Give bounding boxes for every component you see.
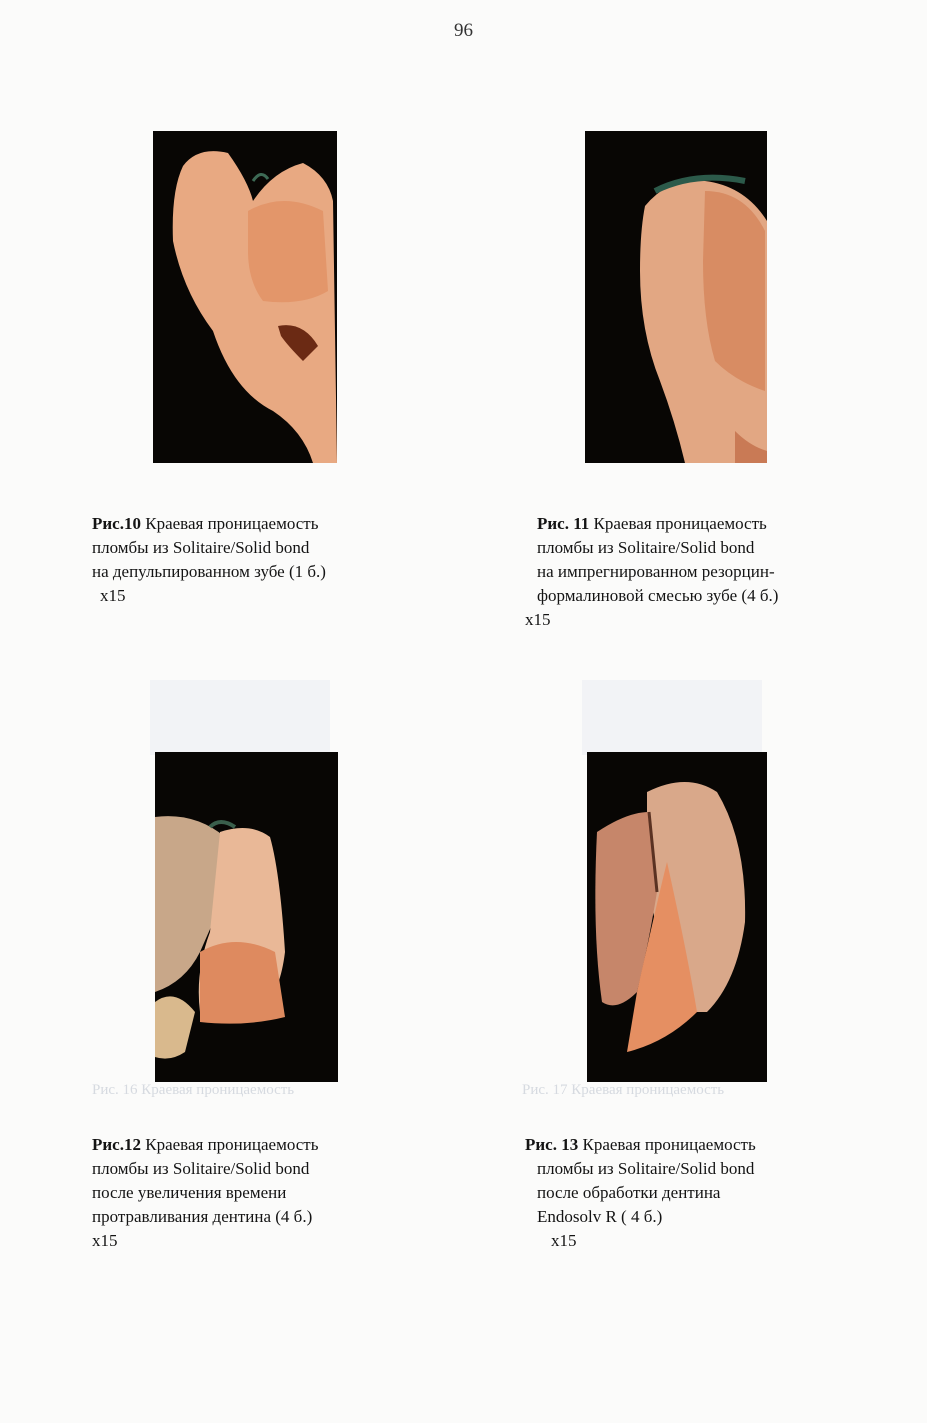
caption-line: пломбы из Solitaire/Solid bond	[92, 1159, 310, 1178]
magnification: x15	[525, 610, 551, 629]
figure-11-photo	[585, 131, 767, 463]
show-through-text-right: Рис. 17 Краевая проницаемость	[522, 1082, 725, 1098]
figure-13-caption	[525, 1133, 756, 1253]
figure-12-photo	[155, 752, 338, 1082]
tooth-section-photo-icon	[153, 131, 337, 463]
caption-line: Endosolv R ( 4 б.)	[537, 1207, 663, 1226]
figure-title: Краевая проницаемость	[593, 514, 767, 533]
caption-line: на импрегнированном резорцин-	[537, 562, 775, 581]
figure-label: Рис.10	[92, 514, 141, 533]
figure-title: Краевая проницаемость	[145, 1135, 319, 1154]
figure-11-caption	[525, 512, 778, 632]
figure-10-caption	[92, 512, 326, 608]
show-through-right	[582, 680, 762, 755]
show-through-left	[150, 680, 330, 755]
figure-10-photo	[153, 131, 337, 463]
figure-13-photo	[587, 752, 767, 1082]
caption-line: пломбы из Solitaire/Solid bond	[537, 1159, 755, 1178]
figure-title: Краевая проницаемость	[145, 514, 319, 533]
caption-line: после обработки дентина	[537, 1183, 721, 1202]
show-through-text-left: Рис. 16 Краевая проницаемость	[92, 1082, 295, 1098]
figure-label: Рис.12	[92, 1135, 141, 1154]
caption-line: формалиновой смесью зубе (4 б.)	[537, 586, 779, 605]
figure-label: Рис. 11	[537, 514, 590, 533]
figure-12-caption	[92, 1133, 318, 1253]
magnification: x15	[100, 586, 126, 605]
caption-line: после увеличения времени	[92, 1183, 287, 1202]
caption-line: пломбы из Solitaire/Solid bond	[537, 538, 755, 557]
tooth-section-photo-icon	[155, 752, 338, 1082]
page-number: 96	[454, 20, 473, 41]
figure-title: Краевая проницаемость	[582, 1135, 756, 1154]
magnification: x15	[92, 1231, 118, 1250]
tooth-section-photo-icon	[587, 752, 767, 1082]
magnification: x15	[551, 1231, 577, 1250]
caption-line: на депульпированном зубе (1 б.)	[92, 562, 326, 581]
caption-line: протравливания дентина (4 б.)	[92, 1207, 313, 1226]
caption-line: пломбы из Solitaire/Solid bond	[92, 538, 310, 557]
tooth-section-photo-icon	[585, 131, 767, 463]
figure-label: Рис. 13	[525, 1135, 579, 1154]
